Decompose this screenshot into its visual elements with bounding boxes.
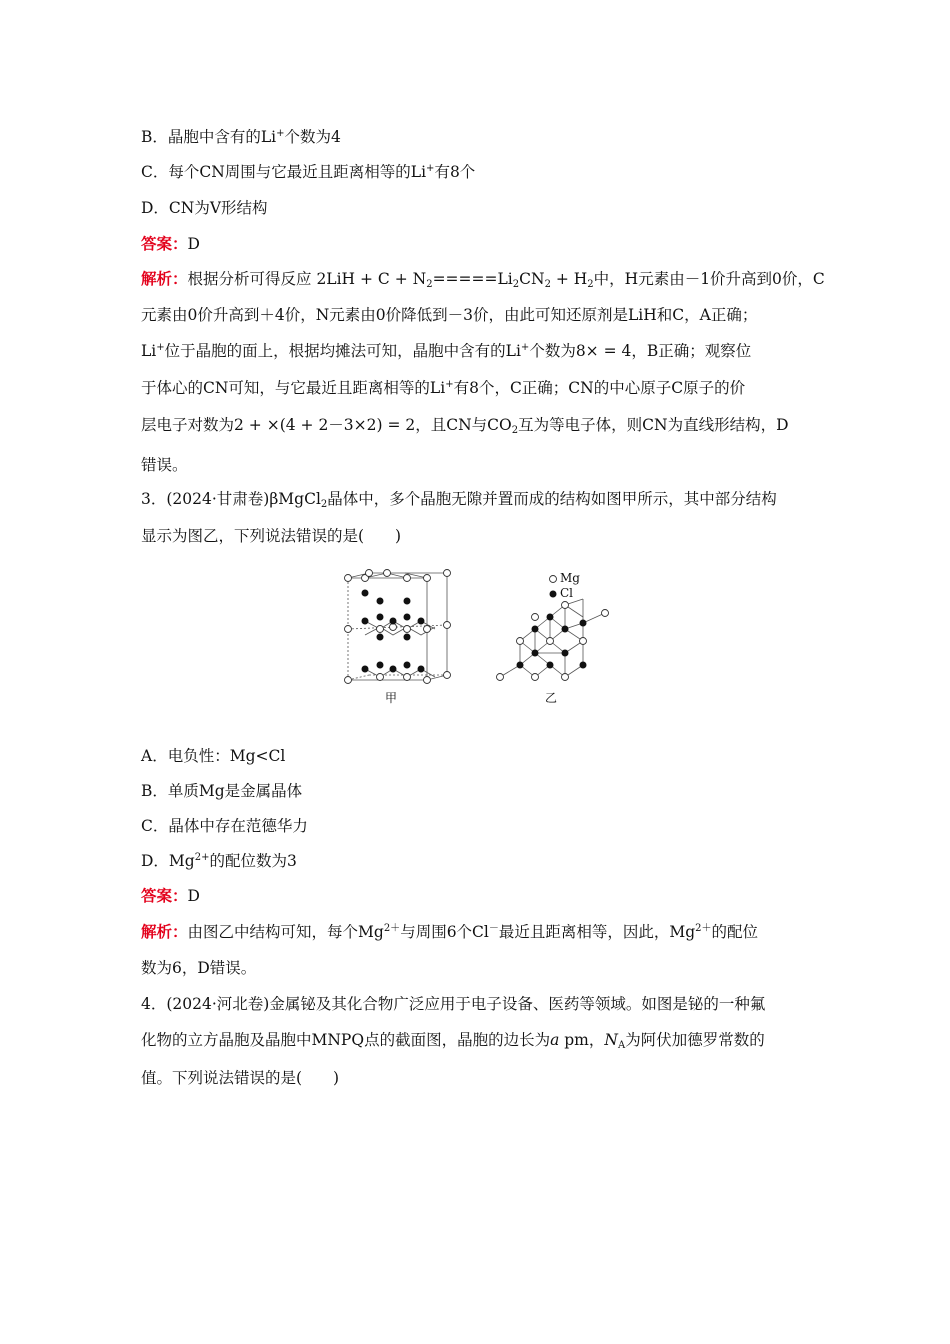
cl-atom	[362, 590, 369, 597]
cl-atom	[377, 662, 384, 669]
mg-atom	[444, 570, 451, 577]
superscript: －	[488, 923, 499, 934]
q2-analysis-line-3	[141, 341, 751, 361]
mg-atom	[345, 677, 352, 684]
subscript: 2	[320, 499, 328, 510]
cl-atom	[532, 626, 539, 633]
analysis-text: 于体心的CN可知，与它最近且距离相等的Li	[141, 379, 446, 397]
mg-atom	[562, 602, 569, 609]
cl-atom	[377, 614, 384, 621]
subscript: 2	[587, 279, 594, 290]
mg-atom	[497, 674, 504, 681]
q4-stem-line-2	[141, 1030, 765, 1050]
stem-text: pm，	[559, 1031, 605, 1049]
mg-atom	[444, 672, 451, 679]
cl-atom	[580, 620, 587, 627]
cl-atom	[377, 598, 384, 605]
mg-atom	[602, 610, 609, 617]
analysis-text: 根据分析可得反应 2LiH + C + N	[187, 270, 427, 288]
cl-atom	[532, 650, 539, 657]
mg-atom	[404, 575, 411, 582]
legend-cl-label: Cl	[560, 586, 574, 600]
stem-text: 3．(2024·甘肃卷)βMgCl	[141, 490, 321, 508]
cl-atom	[562, 650, 569, 657]
legend	[550, 576, 557, 598]
cl-atoms-jia	[362, 590, 425, 673]
mg-atom	[345, 575, 352, 582]
q2-option-c	[141, 162, 475, 182]
superscript: +	[426, 163, 435, 174]
mg-atom	[404, 674, 411, 681]
q4-stem-line-3: 值。下列说法错误的是( )	[141, 1069, 340, 1087]
mgcl2-structure-figure	[335, 565, 625, 710]
subscript: 2	[544, 279, 551, 290]
q2-option-d: D．CN为V形结构	[141, 199, 268, 217]
option-text: 的配位数为3	[209, 852, 297, 870]
mg-atom	[377, 674, 384, 681]
mg-atom	[532, 674, 539, 681]
cl-atom	[517, 662, 524, 669]
analysis-label: 解析：	[141, 269, 188, 288]
cl-atom	[390, 666, 397, 673]
superscript: 2＋	[383, 923, 401, 934]
analysis-text: 中，H元素由－1价升高到0价，C	[593, 270, 825, 288]
analysis-text: 层电子对数为2 + ×(4 + 2－3×2) = 2，且CN与CO	[141, 416, 512, 434]
mg-atom	[424, 626, 431, 633]
q3-answer	[141, 886, 200, 906]
stem-text: 化物的立方晶胞及晶胞中MNPQ点的截面图，晶胞的边长为	[141, 1031, 551, 1049]
variable-a: a	[550, 1031, 560, 1049]
subscript: A	[617, 1040, 626, 1051]
analysis-text: 由图乙中结构可知，每个Mg	[187, 923, 384, 941]
mg-atom	[532, 614, 539, 621]
answer-label: 答案：	[141, 234, 188, 253]
cl-atom	[547, 614, 554, 621]
q3-option-a: A．电负性：Mg<Cl	[141, 747, 286, 765]
q2-answer	[141, 234, 200, 254]
stem-text: 晶体中，多个晶胞无隙并置而成的结构如图甲所示，其中部分结构	[327, 490, 777, 508]
option-text: 个数为4	[284, 128, 341, 146]
analysis-label: 解析：	[141, 922, 188, 941]
mg-atom	[547, 638, 554, 645]
cl-atom	[404, 614, 411, 621]
variable-na: N	[604, 1031, 618, 1049]
structure-diagram	[335, 565, 625, 710]
mg-atom	[377, 626, 384, 633]
q3-option-c: C．晶体中存在范德华力	[141, 817, 308, 835]
mg-atoms-jia	[345, 570, 451, 684]
answer-value: D	[187, 887, 200, 905]
q3-analysis-line-1	[141, 922, 758, 942]
cl-atom	[418, 666, 425, 673]
q3-option-d	[141, 851, 297, 871]
q3-option-b: B．单质Mg是金属晶体	[141, 782, 303, 800]
q3-stem-line-1	[141, 489, 777, 509]
subscript: 2	[511, 425, 519, 436]
superscript: +	[445, 379, 454, 390]
analysis-text: CN	[519, 270, 545, 288]
analysis-text: 互为等电子体，则CN为直线形结构，D	[518, 416, 789, 434]
superscript: +	[156, 342, 165, 353]
mg-atom	[444, 622, 451, 629]
superscript: 2+	[194, 852, 210, 863]
analysis-text: =====Li	[432, 270, 513, 288]
figure-label-yi: 乙	[545, 691, 558, 705]
q2-analysis-line-2: 元素由0价升高到＋4价，N元素由0价降低到－3价，由此可知还原剂是LiH和C，A正确；	[141, 306, 758, 324]
cl-atom	[362, 666, 369, 673]
mg-atom	[384, 570, 391, 577]
analysis-text: 最近且距离相等，因此，Mg	[498, 923, 696, 941]
option-text: 有8个	[434, 163, 476, 181]
cl-atom	[404, 662, 411, 669]
mg-atom	[404, 626, 411, 633]
q3-stem-line-2: 显示为图乙，下列说法错误的是( )	[141, 527, 402, 545]
legend-mg-label: Mg	[560, 571, 580, 585]
mg-atom	[390, 624, 397, 631]
mg-atom	[424, 677, 431, 684]
option-text: B．晶胞中含有的Li	[141, 128, 277, 146]
cl-atom	[390, 618, 397, 625]
legend-cl-marker	[550, 591, 557, 598]
analysis-text: 个数为8× = 4，B正确；观察位	[529, 342, 752, 360]
analysis-text: 有8个，C正确；CN的中心原子C原子的价	[453, 379, 746, 397]
mg-atom	[366, 570, 373, 577]
q2-analysis-line-1	[141, 269, 825, 289]
mg-atom	[580, 638, 587, 645]
q2-option-b	[141, 127, 341, 147]
stem-text: 为阿伏加德罗常数的	[625, 1031, 765, 1049]
cl-atom	[562, 626, 569, 633]
q2-analysis-line-6: 错误。	[141, 456, 188, 474]
superscript: 2＋	[695, 923, 712, 934]
cl-atom	[418, 618, 425, 625]
analysis-text: + H	[550, 270, 588, 288]
subscript: 2	[426, 279, 433, 290]
cl-atom	[377, 634, 384, 641]
mg-atom	[345, 626, 352, 633]
mg-atom	[517, 638, 524, 645]
figure-label-jia: 甲	[385, 691, 398, 705]
answer-value: D	[187, 235, 200, 253]
option-text: C．每个CN周围与它最近且距离相等的Li	[141, 163, 427, 181]
q4-stem-line-1: 4．(2024·河北卷)金属铋及其化合物广泛应用于电子设备、医药等领域。如图是铋的一种氟	[141, 995, 766, 1013]
analysis-text: Li	[141, 342, 157, 360]
q3-analysis-line-2: 数为6，D错误。	[141, 959, 257, 977]
superscript: +	[276, 128, 285, 139]
subscript: 2	[512, 279, 520, 290]
q2-analysis-line-4	[141, 378, 745, 398]
q2-analysis-line-5	[141, 415, 789, 435]
cl-atom	[404, 634, 411, 641]
mg-atom	[424, 575, 431, 582]
crystal-lattice-jia	[348, 573, 447, 680]
analysis-text: 位于晶胞的面上，根据均摊法可知，晶胞中含有的Li	[164, 342, 521, 360]
mg-atom	[562, 674, 569, 681]
analysis-text: 与周围6个Cl	[400, 923, 489, 941]
analysis-text: 的配位	[711, 923, 759, 941]
legend-mg-marker	[550, 576, 557, 583]
option-text: D．Mg	[141, 852, 195, 870]
cl-atom	[580, 662, 587, 669]
cl-atom	[362, 618, 369, 625]
cl-atom	[404, 598, 411, 605]
cl-atom	[547, 662, 554, 669]
answer-label: 答案：	[141, 886, 188, 905]
superscript: +	[520, 342, 530, 353]
